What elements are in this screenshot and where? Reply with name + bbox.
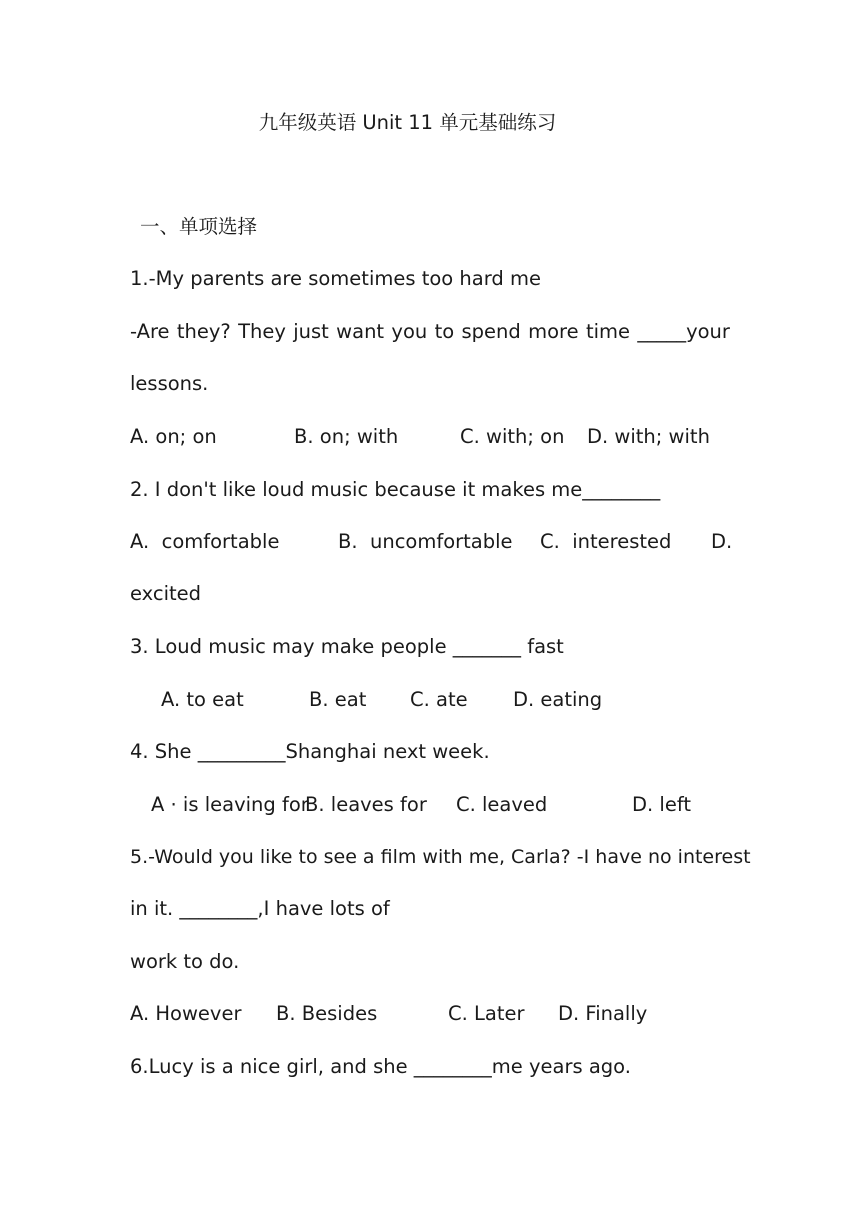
question-6-stem: 6.Lucy is a nice girl, and she ________me years ago. xyxy=(130,1055,631,1078)
q2-option-a: A. comfortable xyxy=(130,530,280,553)
q2-option-d-text: excited xyxy=(130,582,202,605)
q1-word: you xyxy=(391,320,428,343)
q2-option-c: C. interested xyxy=(540,530,672,553)
question-5-continuation: in it. ________,I have lots of xyxy=(130,897,390,920)
q1-word: time xyxy=(585,320,630,343)
q3-option-c: C. ate xyxy=(410,688,468,711)
question-1-stem: 1.-My parents are sometimes too hard me xyxy=(130,267,541,290)
question-4-stem: 4. She _________Shanghai next week. xyxy=(130,740,490,763)
q1-word: they? xyxy=(176,320,231,343)
question-1-continuation: lessons. xyxy=(130,372,209,395)
q5-option-b: B. Besides xyxy=(276,1002,378,1025)
q1-word: _____your xyxy=(637,320,730,343)
q1-word: They xyxy=(238,320,286,343)
q1-option-d: D. with; with xyxy=(587,425,710,448)
q3-option-b: B. eat xyxy=(309,688,367,711)
q4-option-d: D. left xyxy=(632,793,691,816)
q1-option-b: B. on; with xyxy=(294,425,399,448)
q5-option-d: D. Finally xyxy=(558,1002,648,1025)
q4-option-a: A · is leaving for xyxy=(151,793,309,816)
page-title: 九年级英语 Unit 11 单元基础练习 xyxy=(258,111,557,134)
question-5-continuation-2: work to do. xyxy=(130,950,240,973)
q4-option-c: C. leaved xyxy=(456,793,548,816)
q1-option-a: A. on; on xyxy=(130,425,217,448)
q5-option-c: C. Later xyxy=(448,1002,525,1025)
q1-word: spend xyxy=(461,320,521,343)
question-5-stem: 5.-Would you like to see a film with me, Carla? -I have no interest xyxy=(130,846,751,868)
q2-option-d: D. xyxy=(711,530,733,553)
q1-word: -Are xyxy=(130,320,170,343)
question-2-stem: 2. I don't like loud music because it makes me________ xyxy=(130,478,661,501)
q3-option-a: A. to eat xyxy=(161,688,244,711)
q2-option-b: B. uncomfortable xyxy=(338,530,513,553)
q1-option-c: C. with; on xyxy=(460,425,565,448)
q1-word: to xyxy=(434,320,455,343)
question-3-stem: 3. Loud music may make people _______ fast xyxy=(130,635,564,658)
q1-word: want xyxy=(336,320,385,343)
q5-option-a: A. However xyxy=(130,1002,242,1025)
q3-option-d: D. eating xyxy=(513,688,603,711)
question-1-reply xyxy=(130,319,730,345)
section-heading: 一、单项选择 xyxy=(140,215,258,238)
q1-word: more xyxy=(528,320,579,343)
q4-option-b: B. leaves for xyxy=(305,793,427,816)
q1-word: just xyxy=(293,320,329,343)
